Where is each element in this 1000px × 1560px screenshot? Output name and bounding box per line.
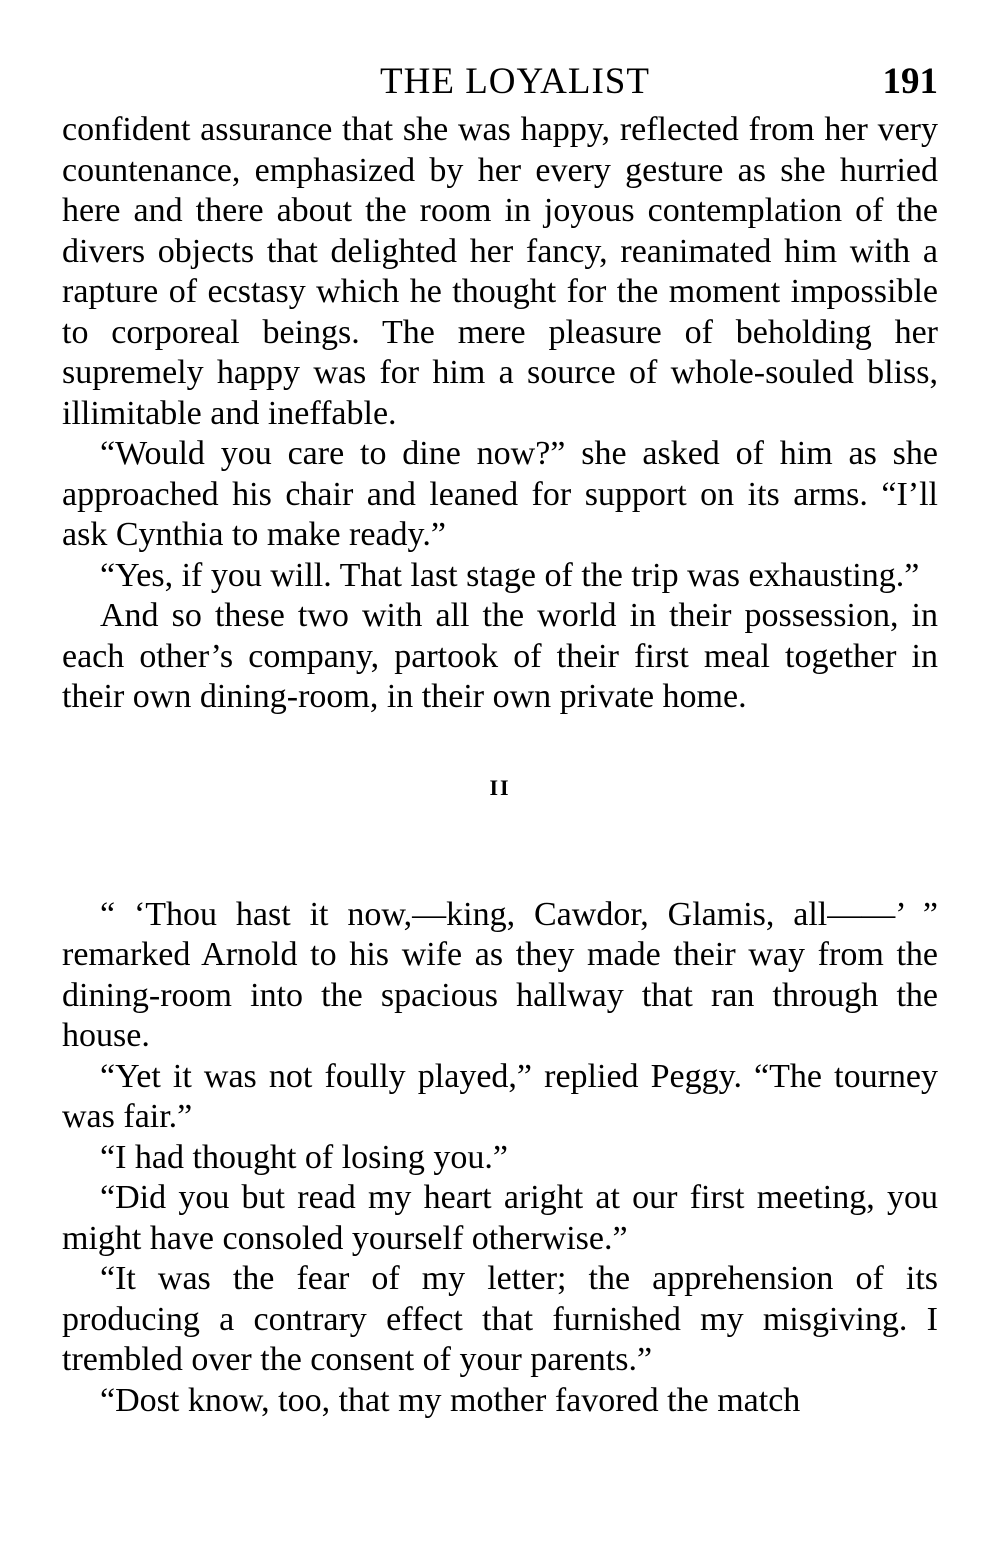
- paragraph: “It was the fear of my letter; the apprehension of its producing a contrary effect that furnished my misgiving. I trembled over the consent of your parents.”: [62, 1260, 938, 1378]
- paragraph-continued: confident assurance that she was happy, reflected from her very countenance, emphasized by her every gesture as she hurried here and there about the room in joyous contemplation of the divers objects that delighted her fancy, reanimated him with a rapture of ecstasy which he thought for the moment impossible to corporeal beings. The mere pleasure of beholding her supremely happy was for him a source of whole-souled bliss, illimitable and ineffable.: [62, 111, 938, 432]
- paragraph: “Yet it was not foully played,” replied Peggy. “The tourney was fair.”: [62, 1057, 938, 1135]
- paragraph: “Would you care to dine now?” she asked of him as she approached his chair and leaned for support on its arms. “I’ll ask Cynthia to make ready.”: [62, 435, 938, 553]
- paragraph: “Yes, if you will. That last stage of the trip was exhausting.”: [100, 556, 920, 594]
- page-number: 191: [882, 61, 938, 102]
- section-break: [62, 718, 938, 895]
- running-head: [62, 50, 938, 110]
- body-text: [62, 110, 938, 1421]
- paragraph: “Did you but read my heart aright at our first meeting, you might have consoled yourself otherwise.”: [62, 1179, 938, 1257]
- paragraph: “ ‘Thou hast it now,—king, Cawdor, Glamis, all——’ ” remarked Arnold to his wife as they made their way from the dining-room into the spacious hallway that ran through the house.: [62, 895, 938, 1054]
- paragraph: And so these two with all the world in their possession, in each other’s company, partook of their first meal together in their own dining-room, in their own private home.: [62, 597, 938, 715]
- section-number: II: [489, 774, 511, 800]
- paragraph: “I had thought of losing you.”: [100, 1138, 508, 1176]
- book-page: [62, 50, 938, 1421]
- paragraph-continues: “Dost know, too, that my mother favored the match: [100, 1381, 801, 1419]
- running-head-title: THE LOYALIST: [380, 61, 650, 102]
